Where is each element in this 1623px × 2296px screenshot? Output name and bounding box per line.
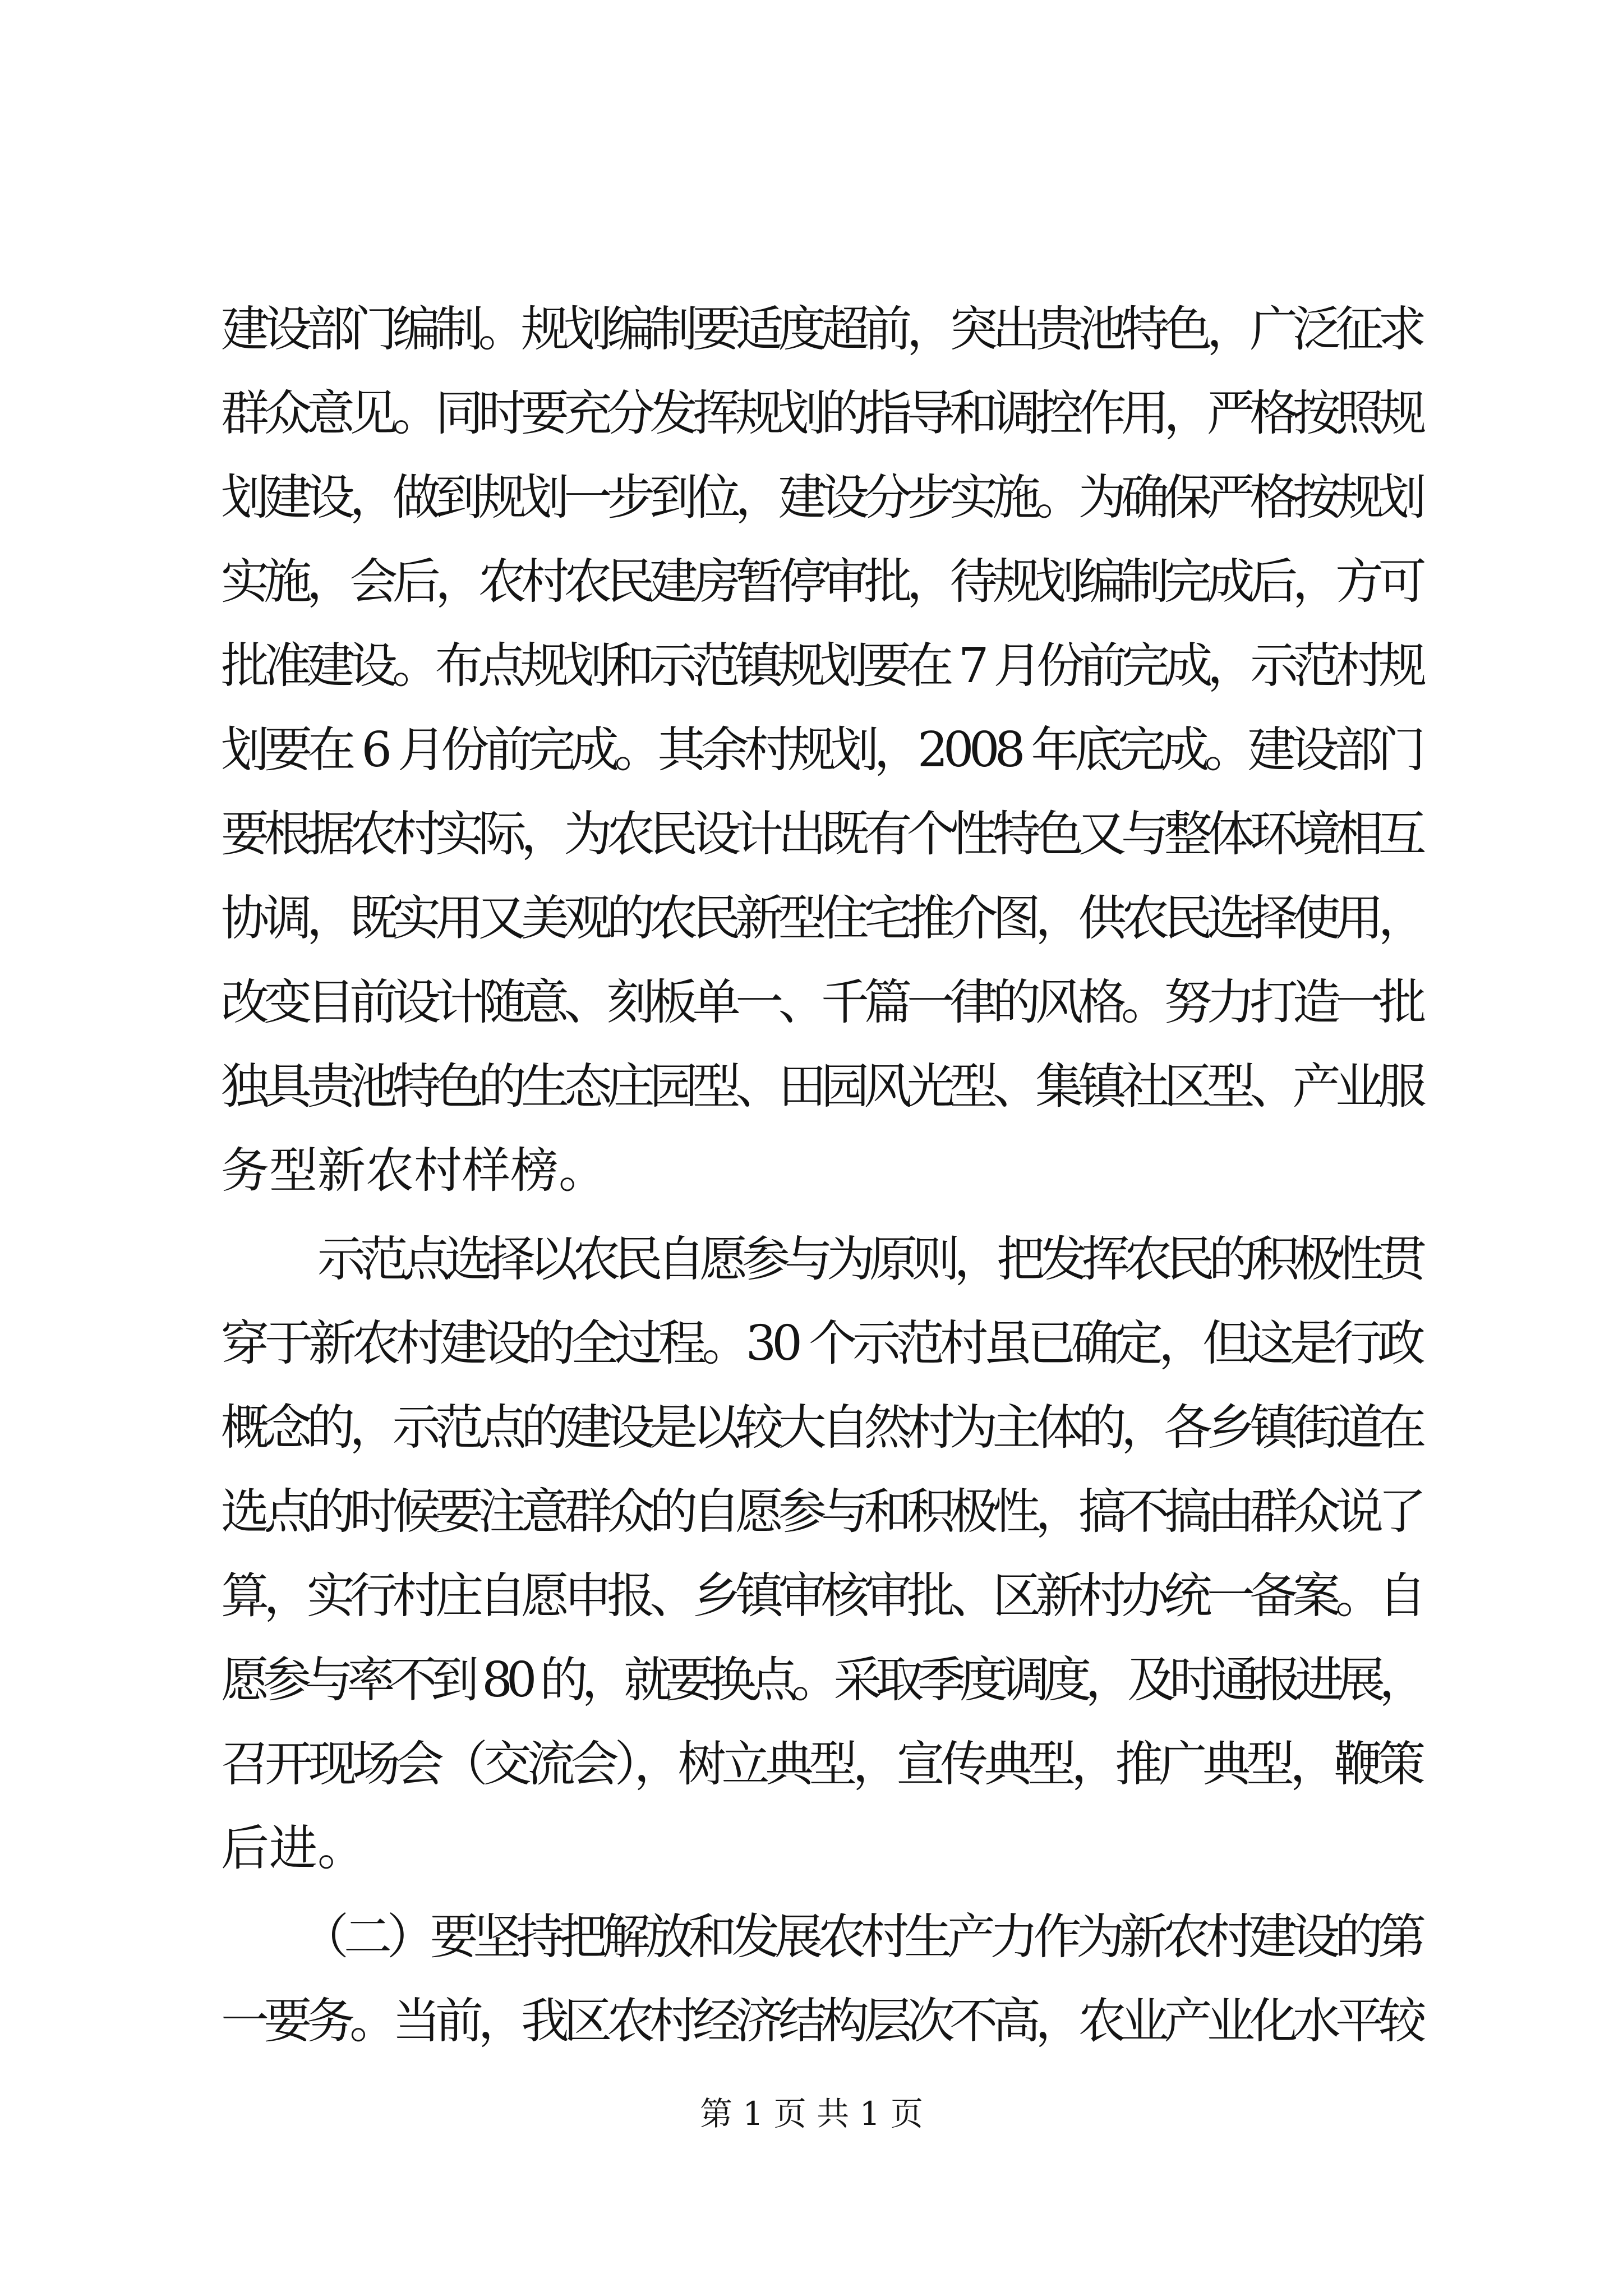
text-line: 愿参与率不到 80 的，就要换点。采取季度调度，及时通报进展， bbox=[221, 1652, 1422, 1708]
text-line: 独具贵池特色的生态庄园型、田园风光型、集镇社区型、产业服 bbox=[221, 1059, 1421, 1115]
text-line: 选点的时候要注意群众的自愿参与和积极性，搞不搞由群众说了 bbox=[221, 1484, 1421, 1540]
text-line: 建设部门编制。规划编制要适度超前，突出贵池特色，广泛征求 bbox=[221, 301, 1421, 357]
text-line: 务型新农村样榜。 bbox=[221, 1143, 607, 1199]
text-line: 实施，会后，农村农民建房暂停审批，待规划编制完成后，方可 bbox=[221, 554, 1421, 610]
text-line: 群众意见。同时要充分发挥规划的指导和调控作用，严格按照规 bbox=[221, 385, 1421, 441]
text-line: 改变目前设计随意、刻板单一、千篇一律的风格。努力打造一批 bbox=[221, 974, 1421, 1030]
text-line-indented: （二）要坚持把解放和发展农村生产力作为新农村建设的第 bbox=[301, 1909, 1421, 1965]
text-line: 协调，既实用又美观的农民新型住宅推介图，供农民选择使用， bbox=[221, 890, 1421, 946]
text-line: 划建设，做到规划一步到位，建设分步实施。为确保严格按规划 bbox=[221, 470, 1421, 526]
text-line: 算，实行村庄自愿申报、乡镇审核审批、区新村办统一备案。自 bbox=[221, 1568, 1421, 1624]
text-line: 一要务。当前，我区农村经济结构层次不高，农业产业化水平较 bbox=[221, 1993, 1421, 2049]
text-line: 召开现场会（交流会），树立典型，宣传典型，推广典型，鞭策 bbox=[221, 1736, 1421, 1792]
text-line: 批准建设。布点规划和示范镇规划要在 7 月份前完成，示范村规 bbox=[221, 638, 1422, 694]
text-line: 穿于新农村建设的全过程。30 个示范村虽已确定，但这是行政 bbox=[221, 1315, 1421, 1372]
text-line-indented: 示范点选择以农民自愿参与为原则，把发挥农民的积极性贯 bbox=[317, 1231, 1421, 1287]
text-line: 概念的，示范点的建设是以较大自然村为主体的，各乡镇街道在 bbox=[221, 1400, 1421, 1456]
text-line: 要根据农村实际，为农民设计出既有个性特色又与整体环境相互 bbox=[221, 806, 1421, 862]
page-footer: 第 1 页 共 1 页 bbox=[700, 2095, 923, 2133]
text-line: 划要在 6 月份前完成。其余村规划，2008 年底完成。建设部门 bbox=[221, 722, 1421, 778]
text-line: 后进。 bbox=[221, 1820, 366, 1876]
